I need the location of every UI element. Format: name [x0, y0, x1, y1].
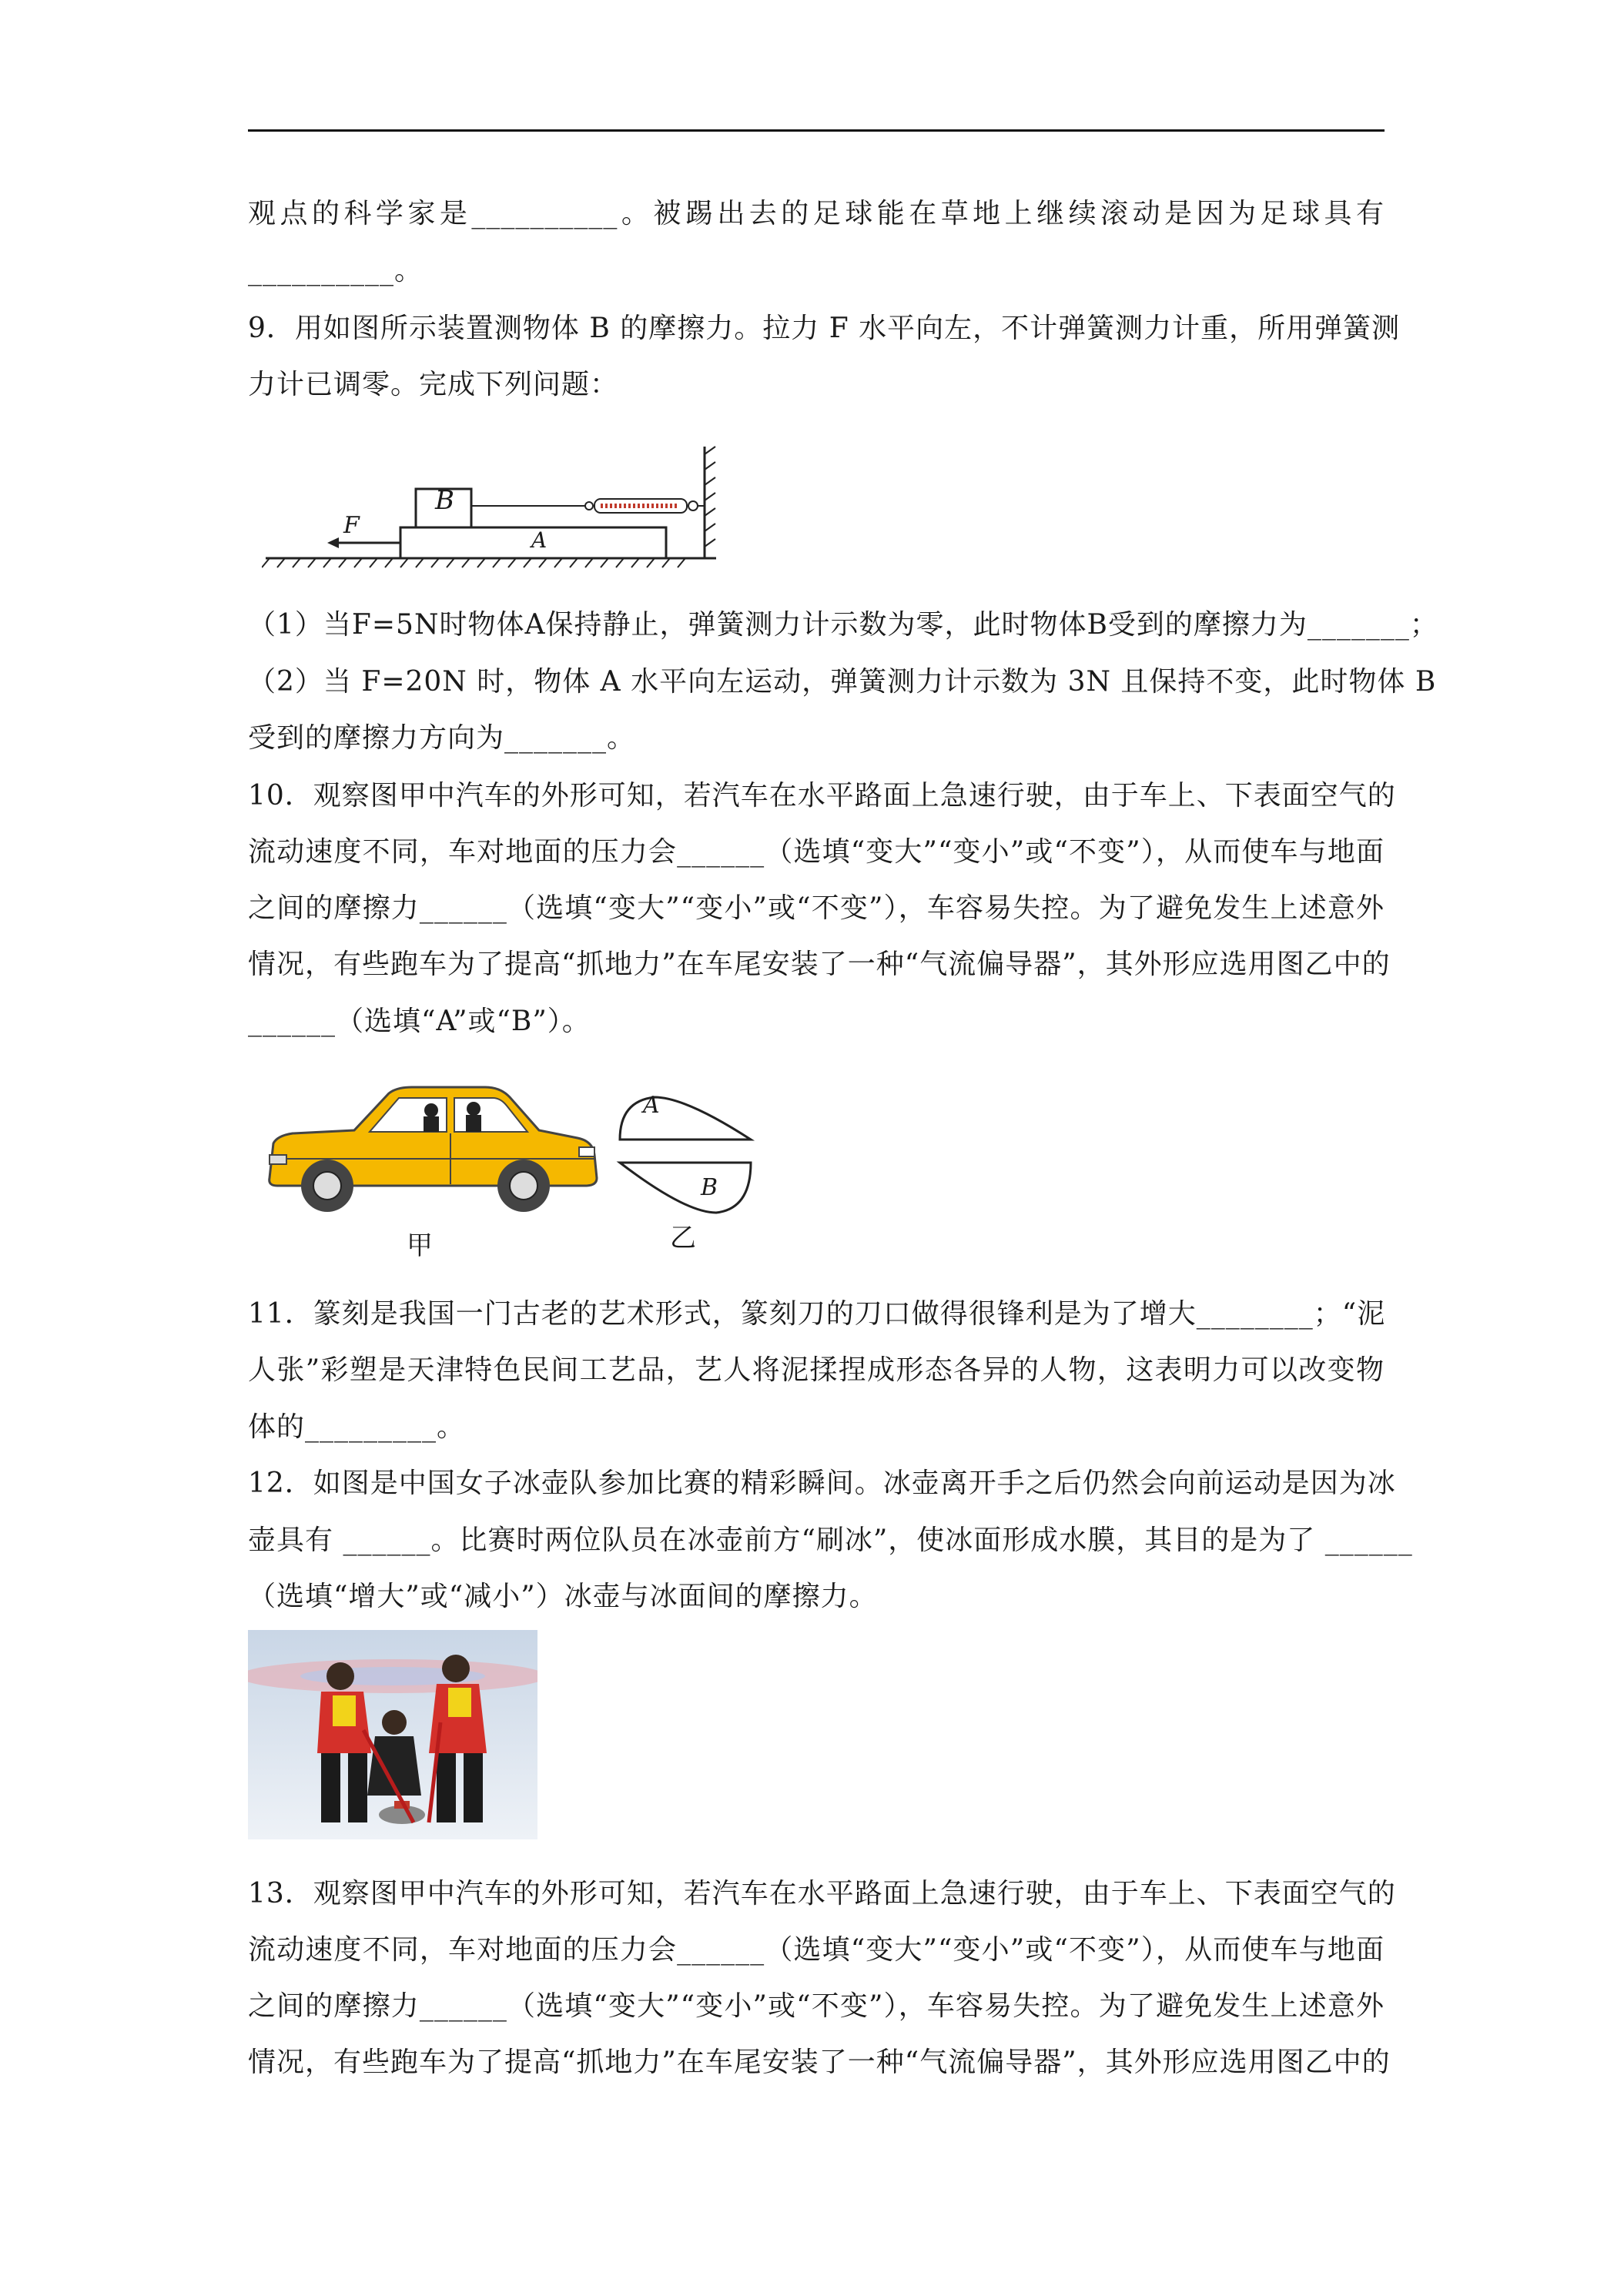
text-line: 力计已调零。完成下列问题： — [248, 369, 619, 400]
block-a-label: A — [531, 527, 547, 553]
text-line: 流动速度不同，车对地面的压力会______（选填“变大”“变小”或“不变”），从而使车与地面 — [248, 1934, 1385, 1966]
text-line: ______（选填“A”或“B”）。 — [248, 1006, 591, 1037]
text-line: 之间的摩擦力______（选填“变大”“变小”或“不变”），车容易失控。为了避免发生上述意外 — [248, 892, 1385, 924]
text-line: 壶具有 ______。比赛时两位队员在冰壶前方“刷冰”，使冰面形成水膜，其目的是为了 ______ — [248, 1525, 1413, 1556]
airflow-deflector-figure — [608, 1078, 762, 1236]
question-9-part-1: （1）当F=5N时物体A保持静止，弹簧测力计示数为零，此时物体B受到的摩擦力为_______； — [248, 609, 1438, 641]
shape-b-label: B — [701, 1174, 718, 1201]
car-figure — [262, 1070, 604, 1232]
text-line: __________。 — [248, 255, 424, 286]
question-9: 9．用如图所示装置测物体 B 的摩擦力。拉力 F 水平向左，不计弹簧测力计重，所用弹簧测 — [248, 313, 1401, 344]
force-f-label: F — [343, 512, 360, 539]
text-line: 情况，有些跑车为了提高“抓地力”在车尾安装了一种“气流偏导器”，其外形应选用图乙中的 — [248, 949, 1391, 980]
text-line: 受到的摩擦力方向为_______。 — [248, 722, 636, 754]
curling-photo — [248, 1630, 537, 1839]
text-line: 体的_________。 — [248, 1411, 466, 1443]
question-9-part-2: （2）当 F=20N 时，物体 A 水平向左运动，弹簧测力计示数为 3N 且保持不变，此时物体 B — [248, 666, 1437, 698]
question-13: 13．观察图甲中汽车的外形可知，若汽车在水平路面上急速行驶，由于车上、下表面空气的 — [248, 1878, 1396, 1909]
figure-yi-caption: 乙 — [670, 1223, 696, 1253]
question-10: 10．观察图甲中汽车的外形可知，若汽车在水平路面上急速行驶，由于车上、下表面空气的 — [248, 780, 1396, 812]
figure-jia-caption: 甲 — [407, 1230, 433, 1261]
friction-apparatus-figure — [262, 443, 724, 574]
question-12: 12．如图是中国女子冰壶队参加比赛的精彩瞬间。冰壶离开手之后仍然会向前运动是因为冰 — [248, 1468, 1396, 1499]
header-rule — [248, 129, 1385, 132]
text-line: 情况，有些跑车为了提高“抓地力”在车尾安装了一种“气流偏导器”，其外形应选用图乙中的 — [248, 2047, 1391, 2078]
question-11: 11．篆刻是我国一门古老的艺术形式，篆刻刀的刀口做得很锋利是为了增大________；“泥 — [248, 1298, 1386, 1330]
text-line: 观点的科学家是__________。被踢出去的足球能在草地上继续滚动是因为足球具有 — [248, 198, 1385, 229]
shape-a-label: A — [643, 1092, 660, 1119]
text-line: 人张”彩塑是天津特色民间工艺品，艺人将泥揉捏成形态各异的人物，这表明力可以改变物 — [248, 1354, 1385, 1386]
text-line: 之间的摩擦力______（选填“变大”“变小”或“不变”），车容易失控。为了避免发生上述意外 — [248, 1990, 1385, 2022]
text-line: 流动速度不同，车对地面的压力会______（选填“变大”“变小”或“不变”），从而使车与地面 — [248, 836, 1385, 868]
block-b-label: B — [435, 485, 454, 516]
text-line: （选填“增大”或“减小”）冰壶与冰面间的摩擦力。 — [248, 1581, 878, 1612]
